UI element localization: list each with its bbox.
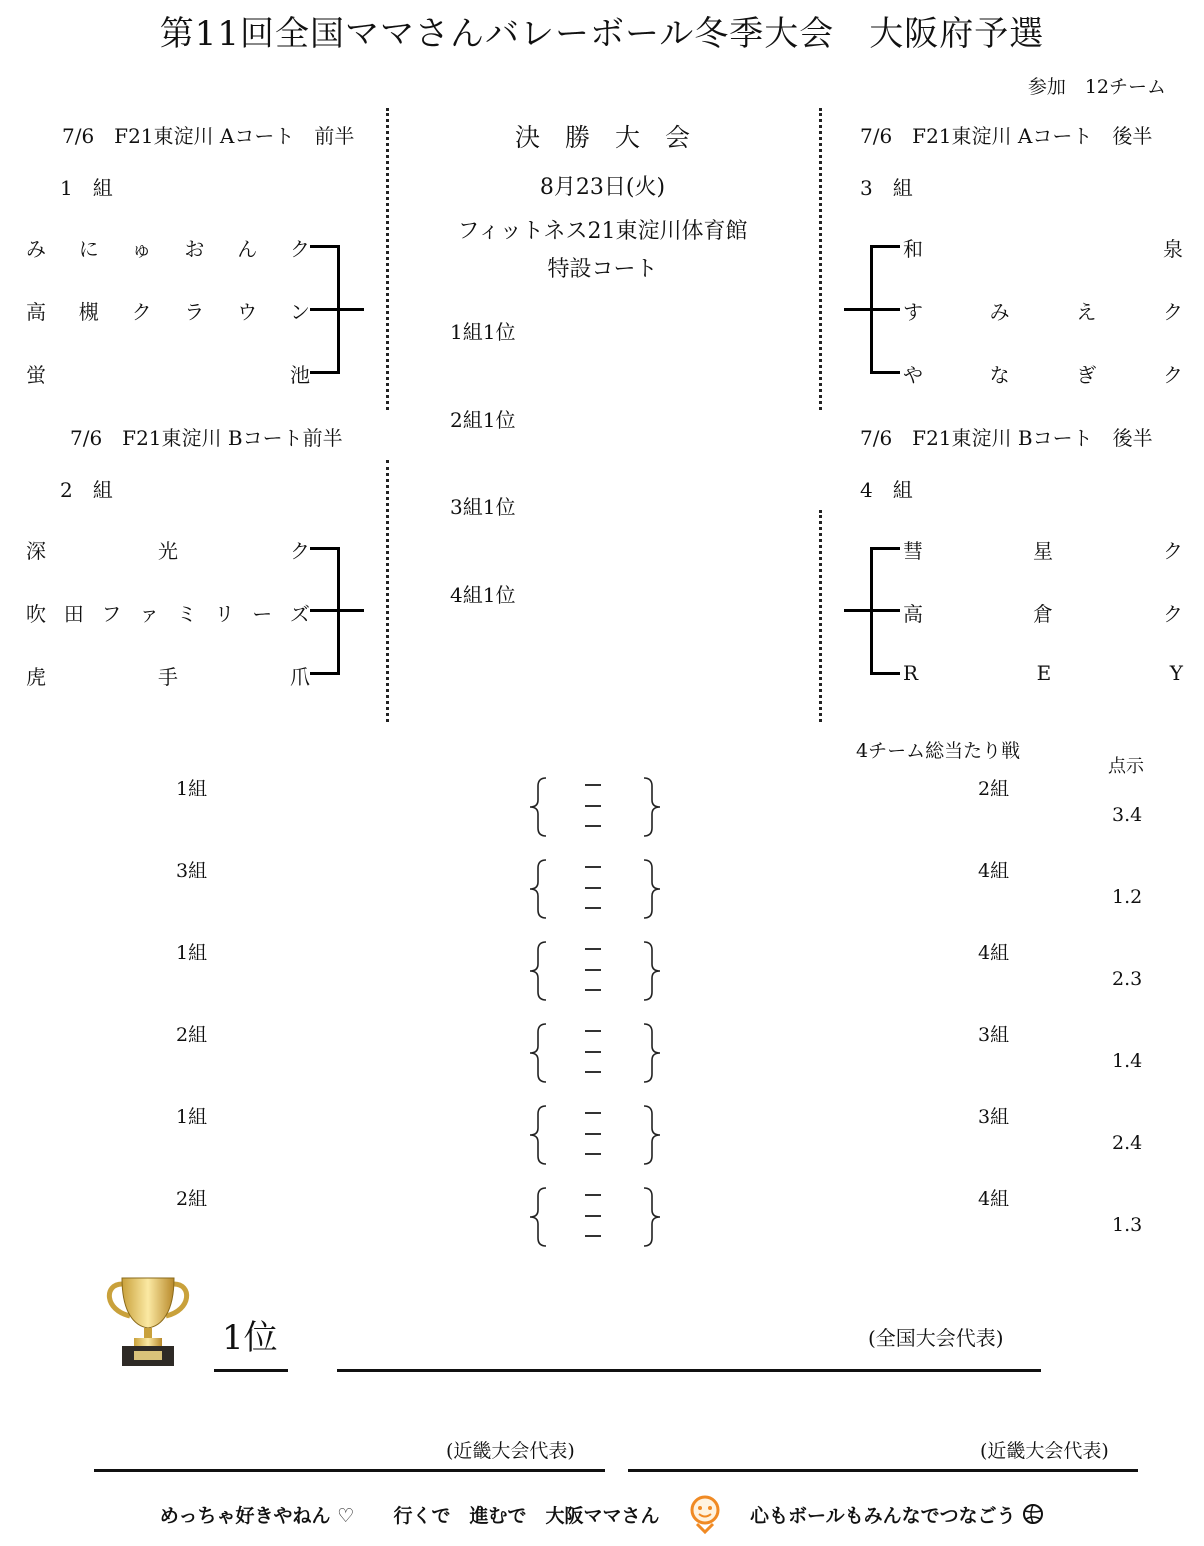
first-place-line-short	[214, 1369, 288, 1372]
score-dash	[585, 907, 601, 909]
match-score: 2.4	[1112, 1132, 1143, 1154]
page-title: 第11回全国ママさんバレーボール冬季大会 大阪府予選	[159, 14, 1045, 54]
team-name: R E Y	[903, 661, 1183, 685]
score-dash	[585, 825, 601, 827]
slogan-part-1: めっちゃ好きやねん	[159, 1505, 331, 1527]
right-brace	[636, 940, 666, 1002]
match-right-group: 4組	[978, 1188, 1010, 1210]
left-brace	[524, 858, 554, 920]
finals-slot-1: 1組1位	[450, 320, 516, 344]
match-score: 1.2	[1112, 886, 1143, 908]
match-score: 3.4	[1112, 804, 1143, 826]
match-score: 1.4	[1112, 1050, 1143, 1072]
round-robin-title: 4チーム総当たり戦	[856, 740, 1021, 762]
slogan-part-3: 心もボールもみんなでつなごう	[750, 1505, 1016, 1527]
match-right-group: 3組	[978, 1024, 1010, 1046]
score-dash	[585, 1215, 601, 1217]
group2-team-1	[26, 535, 310, 564]
score-dash	[585, 1194, 601, 1196]
group4-team-2	[903, 598, 1183, 627]
national-representative: (全国大会代表)	[868, 1326, 1004, 1350]
team-name: 蛍 池	[26, 363, 310, 387]
mascot-icon	[687, 1494, 723, 1539]
group2-label: 2 組	[60, 478, 113, 502]
finals-date: 8月23日(火)	[539, 175, 666, 200]
team-name: み に ゅ お ん ク	[26, 237, 310, 261]
match-left-group: 3組	[176, 860, 208, 882]
group1-team-3	[26, 359, 310, 388]
score-dash	[585, 1133, 601, 1135]
match-score: 2.3	[1112, 968, 1143, 990]
finals-slot-2: 2組1位	[450, 408, 516, 432]
score-dash	[585, 1051, 601, 1053]
match-right-group: 4組	[978, 942, 1010, 964]
divider-left-top	[386, 108, 389, 410]
score-dash	[585, 1235, 601, 1237]
group1-court: 7/6 F21東淀川 Aコート 前半	[62, 124, 355, 148]
team-name: す み え ク	[903, 300, 1183, 324]
group2-team-3	[26, 661, 310, 690]
left-brace	[524, 776, 554, 838]
score-dash	[585, 1112, 601, 1114]
score-header: 点示	[1108, 756, 1144, 777]
score-dash	[585, 948, 601, 950]
team-name: 虎 手 爪	[26, 665, 310, 689]
score-dash	[585, 805, 601, 807]
score-dash	[585, 866, 601, 868]
group3-team-1	[903, 233, 1183, 262]
finals-heading: 決 勝 大 会	[514, 123, 690, 152]
divider-left-bottom	[386, 460, 389, 722]
match-right-group: 2組	[978, 778, 1010, 800]
team-name: 深 光 ク	[26, 539, 310, 563]
right-brace	[636, 1186, 666, 1248]
team-name: や な ぎ ク	[903, 363, 1183, 387]
score-dash	[585, 989, 601, 991]
right-brace	[636, 1104, 666, 1166]
kinki-line-left	[94, 1469, 605, 1472]
finals-venue: フィットネス21東淀川体育館	[457, 219, 748, 244]
footer-slogan	[0, 1494, 1204, 1539]
group3-court: 7/6 F21東淀川 Aコート 後半	[860, 124, 1153, 148]
match-left-group: 1組	[176, 1106, 208, 1128]
match-left-group: 2組	[176, 1188, 208, 1210]
kinki-representative-right: (近畿大会代表)	[980, 1440, 1109, 1462]
score-dash	[585, 969, 601, 971]
right-brace	[636, 776, 666, 838]
group3-label: 3 組	[860, 176, 913, 200]
match-right-group: 4組	[978, 860, 1010, 882]
group1-team-2	[26, 296, 310, 325]
right-brace	[636, 1022, 666, 1084]
team-name: 高 槻 ク ラ ウ ン	[26, 300, 310, 324]
participant-count: 参加 12チーム	[1027, 76, 1166, 98]
slogan-part-2: 行くで 進むで 大阪ママさん	[393, 1505, 660, 1527]
finals-court: 特設コート	[547, 257, 658, 282]
score-dash	[585, 1071, 601, 1073]
match-score: 1.3	[1112, 1214, 1143, 1236]
score-dash	[585, 784, 601, 786]
trophy-icon	[100, 1272, 196, 1372]
right-brace	[636, 858, 666, 920]
group4-team-3	[903, 661, 1183, 685]
first-place-line	[337, 1369, 1041, 1372]
team-name: 彗 星 ク	[903, 539, 1183, 563]
score-dash	[585, 887, 601, 889]
divider-right-bottom	[819, 510, 822, 722]
first-place-label: 1位	[222, 1318, 278, 1358]
match-right-group: 3組	[978, 1106, 1010, 1128]
match-left-group: 1組	[176, 942, 208, 964]
finals-slot-4: 4組1位	[450, 583, 516, 607]
heart-icon: ♡	[337, 1505, 355, 1527]
group1-label: 1 組	[60, 176, 113, 200]
group2-team-2	[26, 598, 310, 627]
divider-right-top	[819, 108, 822, 410]
kinki-line-right	[628, 1469, 1138, 1472]
left-brace	[524, 1022, 554, 1084]
group4-team-1	[903, 535, 1183, 564]
finals-slot-3: 3組1位	[450, 495, 516, 519]
volleyball-icon	[1022, 1503, 1044, 1530]
group3-team-3	[903, 359, 1183, 388]
team-name: 吹 田 フ ァ ミ リ ー ズ	[26, 602, 310, 626]
left-brace	[524, 940, 554, 1002]
group2-court: 7/6 F21東淀川 Bコート前半	[70, 426, 343, 450]
group3-team-2	[903, 296, 1183, 325]
match-left-group: 2組	[176, 1024, 208, 1046]
score-dash	[585, 1153, 601, 1155]
group4-court: 7/6 F21東淀川 Bコート 後半	[860, 426, 1153, 450]
team-name: 和 泉	[903, 237, 1183, 261]
kinki-representative-left: (近畿大会代表)	[446, 1440, 575, 1462]
group1-team-1	[26, 233, 310, 262]
group4-label: 4 組	[860, 478, 913, 502]
match-left-group: 1組	[176, 778, 208, 800]
team-name: 高 倉 ク	[903, 602, 1183, 626]
score-dash	[585, 1030, 601, 1032]
left-brace	[524, 1186, 554, 1248]
left-brace	[524, 1104, 554, 1166]
